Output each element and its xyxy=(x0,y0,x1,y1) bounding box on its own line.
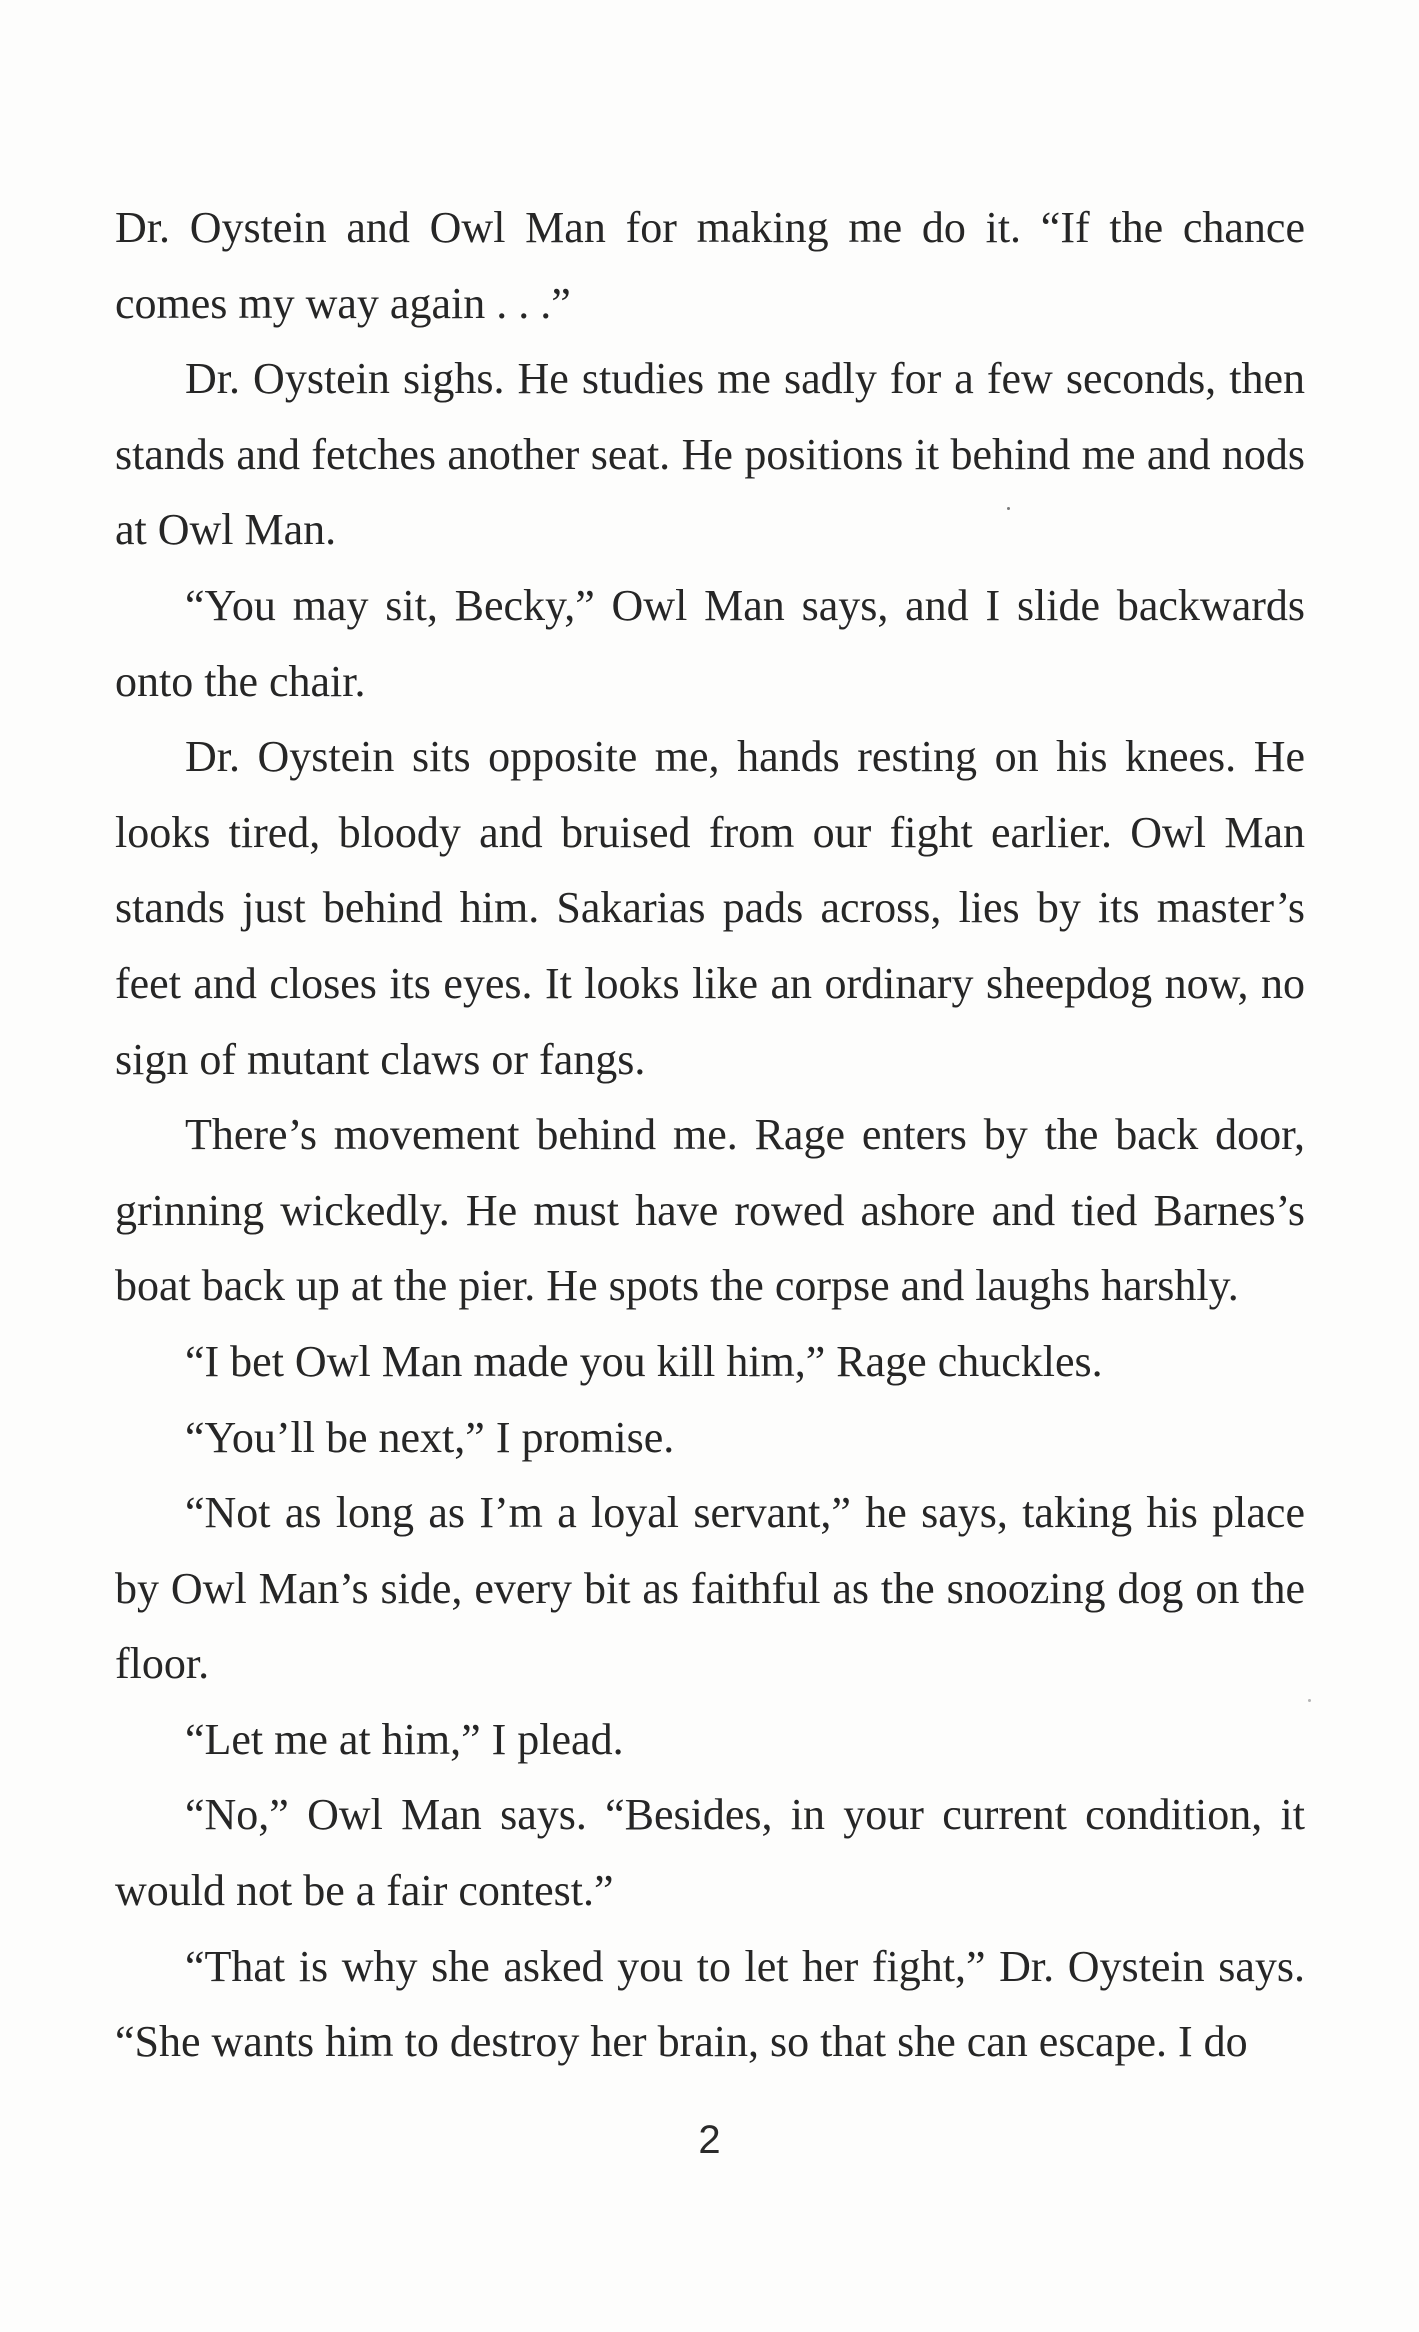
paragraph-9: “Let me at him,” I plead. xyxy=(185,1714,624,1764)
paragraph-11: “That is why she asked you to let her fight,” Dr. Oystein says. “She wants him to destroy her brain, so that she can escape. I do xyxy=(115,1941,1305,2067)
body-text xyxy=(115,190,1305,2080)
paragraph-4: Dr. Oystein sits opposite me, hands resting on his knees. He looks tired, bloody and bruised from our fight earlier. Owl Man stands just behind him. Sakarias pads across, lies by its master’s feet and closes its eyes. It looks like an ordinary sheepdog now, no sign of mutant claws or fangs. xyxy=(115,732,1305,1084)
paragraph-8: “Not as long as I’m a loyal servant,” he says, taking his place by Owl Man’s side, every bit as faithful as the snoozing dog on the floor. xyxy=(115,1488,1305,1689)
paragraph-6: “I bet Owl Man made you kill him,” Rage chuckles. xyxy=(185,1336,1103,1386)
paragraph-3: “You may sit, Becky,” Owl Man says, and I slide backwards onto the chair. xyxy=(115,580,1305,706)
paragraph-1: Dr. Oystein and Owl Man for making me do it. “If the chance comes my way again . . .” xyxy=(115,203,1305,328)
page-number: 2 xyxy=(698,2118,721,2162)
paragraph-10: “No,” Owl Man says. “Besides, in your current condition, it would not be a fair contest.” xyxy=(115,1790,1305,1916)
scan-speck xyxy=(1007,507,1010,510)
scan-speck xyxy=(1308,1699,1311,1702)
paragraph-5: There’s movement behind me. Rage enters by the back door, grinning wickedly. He must have rowed ashore and tied Barnes’s boat back up at the pier. He spots the corpse and laughs harshly. xyxy=(115,1110,1305,1311)
paragraph-7: “You’ll be next,” I promise. xyxy=(185,1412,675,1462)
paragraph-2: Dr. Oystein sighs. He studies me sadly for a few seconds, then stands and fetches another seat. He positions it behind me and nods at Owl Man. xyxy=(115,354,1305,555)
